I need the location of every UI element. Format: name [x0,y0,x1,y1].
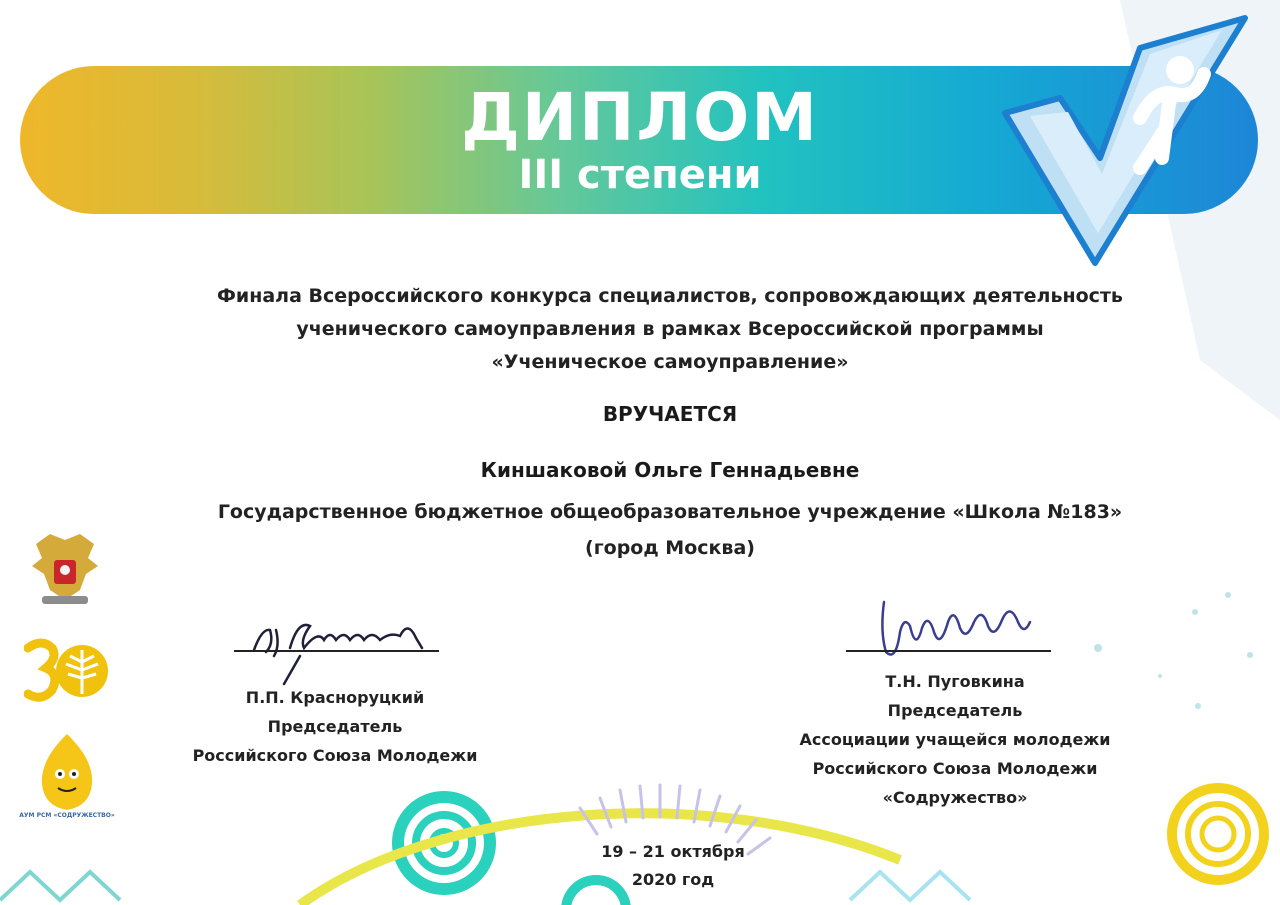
recipient-city: (город Москва) [585,537,755,559]
left-signatory-name: П.П. Красноруцкий [245,688,425,707]
left-signature-line [234,650,439,652]
right-signature [870,592,1040,672]
right-signatory [770,667,1140,812]
left-signature [240,600,440,690]
recipient-name: Киншаковой Ольге Геннадьевне [480,458,860,482]
right-signatory-position: Председатель [887,701,1023,720]
right-signatory-organization-1: Ассоциации учащейся молодежи [799,730,1111,749]
event-year: 2020 год [631,870,715,889]
eagle-emblem-logo [28,530,102,612]
contest-line-3: «Ученическое самоуправление» [491,351,849,373]
event-dates [573,838,773,894]
left-signatory-position: Председатель [267,717,403,736]
recipient-organization-block [100,494,1240,566]
diploma-degree: III степени [518,152,762,198]
event-date-range: 19 – 21 октября [601,842,745,861]
right-signatory-name: Т.Н. Пуговкина [885,672,1025,691]
checkmark-person-logo [990,8,1260,268]
right-signatory-organization-2: Российского Союза Молодежи [812,759,1098,778]
recipient-organization: Государственное бюджетное общеобразовательное учреждение «Школа №183» [217,501,1123,523]
contest-line-1: Финала Всероссийского конкурса специалистов, сопровождающих деятельность [217,285,1123,307]
left-signatory-organization: Российского Союза Молодежи [192,746,478,765]
contest-description [100,280,1240,379]
anniversary-30-logo [24,638,110,704]
contest-line-2: ученического самоуправления в рамках Всероссийской программы [296,318,1044,340]
awarded-label: ВРУЧАЕТСЯ [602,402,738,426]
aum-leaf-mascot-logo [32,730,102,816]
diploma-title: ДИПЛОМ [461,79,819,156]
right-signature-line [846,650,1051,652]
right-signatory-organization-3: «Содружество» [882,788,1028,807]
left-signatory [170,683,500,770]
aum-logo-caption: АУМ РСМ «СОДРУЖЕСТВО» [19,812,115,819]
